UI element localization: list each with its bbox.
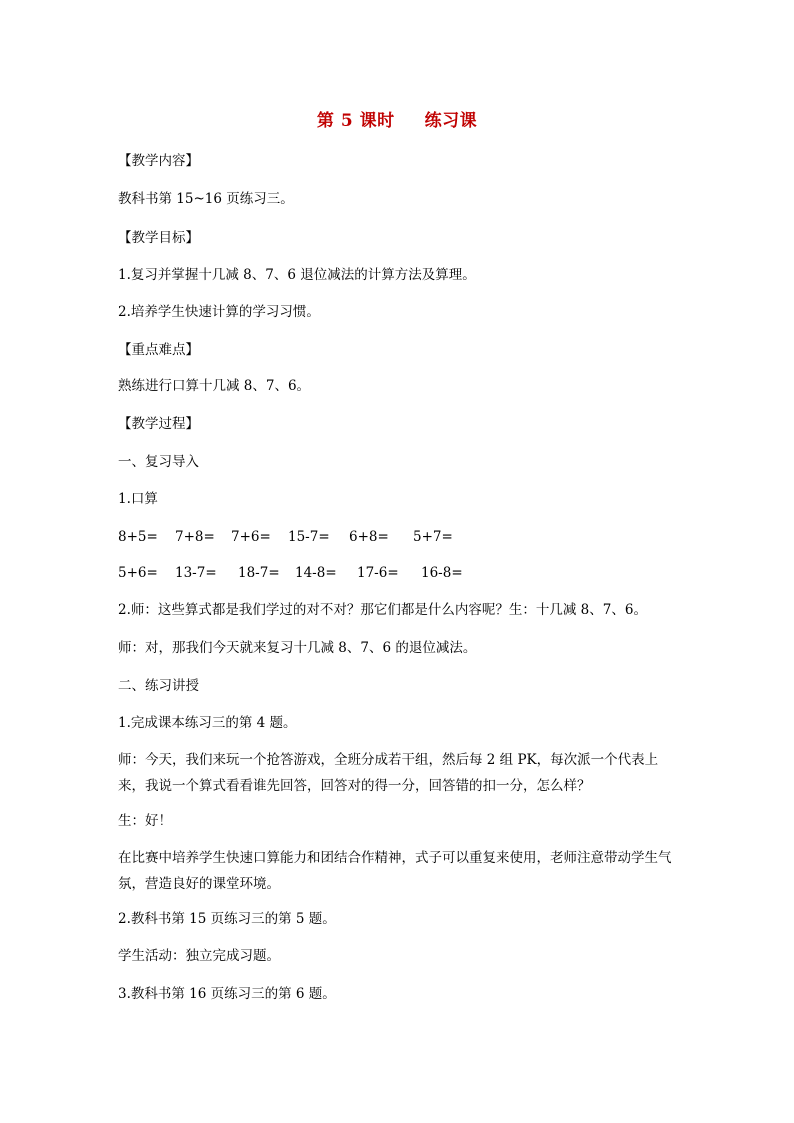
calc-item: 7+8= [175,529,215,545]
process-heading: 【教学过程】 [118,416,199,432]
exercise-1-teacher: 师：今天，我们来玩一个抢答游戏，全班分成若干组，然后每 2 组 PK，每次派一个代表上来，我说一个算式看看谁先回答，回答对的得一分，回答错的扣一分，怎么样？ [118,752,659,794]
calc-item: 6+8= [349,529,389,545]
exercise-3: 3.教科书第 16 页练习三的第 6 题。 [118,986,336,1002]
exercise-1-note: 在比赛中培养学生快速口算能力和团结合作精神，式子可以重复来使用，老师注意带动学生气氛，营造良好的课堂环境。 [118,850,672,892]
part-2-heading: 二、练习讲授 [118,678,199,694]
exercise-1-student: 生：好！ [118,813,172,829]
calc-item: 5+7= [413,529,453,545]
goal-1: 1.复习并掌握十几减 8、7、6 退位减法的计算方法及算理。 [118,267,476,283]
lesson-number: 第 5 课时 [316,111,395,131]
page-title [0,106,794,131]
calc-item: 8+5= [118,529,158,545]
calc-item: 7+6= [231,529,271,545]
calc-item: 18-7= [238,565,280,581]
key-heading: 【重点难点】 [118,342,199,358]
calc-item: 5+6= [118,565,158,581]
calc-item: 15-7= [288,529,330,545]
paragraph-teacher-review: 师：对，那我们今天就来复习十几减 8、7、6 的退位减法。 [118,640,477,656]
exercise-1: 1.完成课本练习三的第 4 题。 [118,715,297,731]
goals-heading: 【教学目标】 [118,230,199,246]
part-1-heading: 一、复习导入 [118,454,199,470]
goal-2: 2.培养学生快速计算的学习习惯。 [118,304,320,320]
oral-calc-label: 1.口算 [118,491,158,507]
calc-item: 17-6= [357,565,399,581]
key-text: 熟练进行口算十几减 8、7、6。 [118,378,311,394]
calc-item: 16-8= [421,565,463,581]
exercise-2-activity: 学生活动：独立完成习题。 [118,948,280,964]
calc-item: 13-7= [175,565,217,581]
content-text: 教科书第 15~16 页练习三。 [118,191,294,207]
calc-item: 14-8= [295,565,337,581]
lesson-topic: 练习课 [424,111,478,131]
exercise-2: 2.教科书第 15 页练习三的第 5 题。 [118,911,336,927]
paragraph-teacher-question: 2.师：这些算式都是我们学过的对不对？那它们都是什么内容呢？生：十几减 8、7、6。 [118,602,647,618]
content-heading: 【教学内容】 [118,153,199,169]
